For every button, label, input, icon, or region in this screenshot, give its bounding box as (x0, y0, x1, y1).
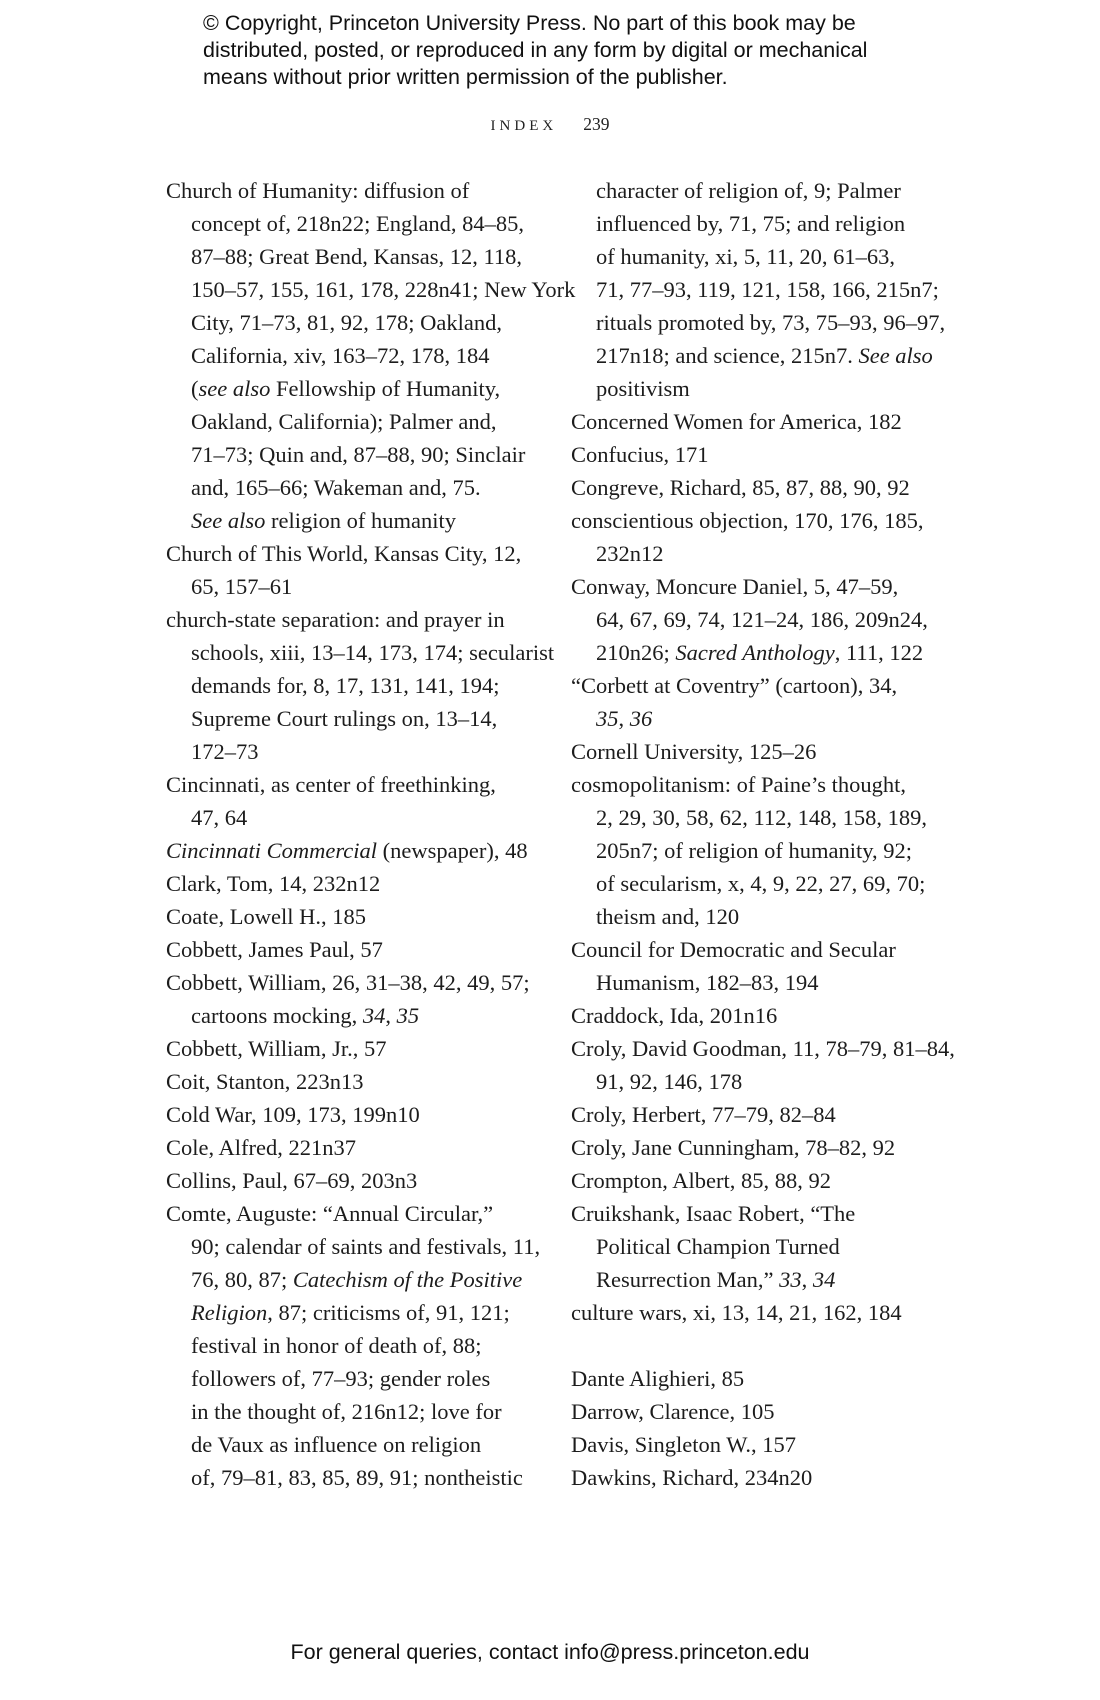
index-entry-continuation: rituals promoted by, 73, 75–93, 96–97, (596, 310, 946, 335)
index-entry-continuation (571, 339, 943, 372)
index-entry-continuation: California, xiv, 163–72, 178, 184 (191, 343, 490, 368)
index-entry-continuation: 65, 157–61 (191, 574, 293, 599)
index-entry: Cruikshank, Isaac Robert, “The (571, 1201, 856, 1226)
copyright-notice (203, 10, 963, 91)
index-entry (166, 834, 536, 867)
index-entry: Dante Alighieri, 85 (571, 1366, 745, 1391)
index-entry-continuation: theism and, 120 (596, 904, 740, 929)
index-entry-continuation: 2, 29, 30, 58, 62, 112, 148, 158, 189, (596, 805, 928, 830)
index-entry-continuation: 64, 67, 69, 74, 121–24, 186, 209n24, (596, 607, 928, 632)
italic-segment: Catechism of the Positive (292, 1267, 523, 1292)
index-entry-continuation: 150–57, 155, 161, 178, 228n41; New York (191, 277, 576, 302)
index-entry: Coit, Stanton, 223n13 (166, 1069, 364, 1094)
italic-segment: Religion (191, 1300, 268, 1325)
index-entry: cosmopolitanism: of Paine’s thought, (571, 772, 906, 797)
italic-segment: See also (858, 343, 933, 368)
index-entry-continuation: of humanity, xi, 5, 11, 20, 61–63, (596, 244, 895, 269)
index-entry: Croly, David Goodman, 11, 78–79, 81–84, (571, 1036, 955, 1061)
index-entry-continuation (571, 636, 943, 669)
index-entry: conscientious objection, 170, 176, 185, (571, 508, 924, 533)
index-entry-continuation: in the thought of, 216n12; love for (191, 1399, 502, 1424)
footer-contact: For general queries, contact info@press.princeton.edu (290, 1640, 810, 1664)
text-segment: Resurrection Man,” (596, 1267, 780, 1292)
text-segment: 210n26; (596, 640, 676, 665)
index-entry: Church of This World, Kansas City, 12, (166, 541, 522, 566)
text-segment: , 111, 122 (834, 640, 924, 665)
text-segment: , (385, 1003, 397, 1028)
index-entry: Clark, Tom, 14, 232n12 (166, 871, 381, 896)
index-entry-continuation: demands for, 8, 17, 131, 141, 194; (191, 673, 500, 698)
index-entry-continuation: de Vaux as influence on religion (191, 1432, 482, 1457)
index-entry-continuation: of, 79–81, 83, 85, 89, 91; nontheistic (191, 1465, 523, 1490)
index-entry: Coate, Lowell H., 185 (166, 904, 366, 929)
index-entry-continuation: 172–73 (191, 739, 259, 764)
text-segment: (newspaper), 48 (377, 838, 528, 863)
index-entry: Croly, Herbert, 77–79, 82–84 (571, 1102, 836, 1127)
index-entry: Conway, Moncure Daniel, 5, 47–59, (571, 574, 899, 599)
index-entry: Cold War, 109, 173, 199n10 (166, 1102, 420, 1127)
index-entry-continuation: Humanism, 182–83, 194 (596, 970, 819, 995)
index-entry: Dawkins, Richard, 234n20 (571, 1465, 813, 1490)
index-entry: Craddock, Ida, 201n16 (571, 1003, 778, 1028)
index-entry-continuation: 90; calendar of saints and festivals, 11, (191, 1234, 541, 1259)
index-entry: church-state separation: and prayer in (166, 607, 505, 632)
index-entry: Crompton, Albert, 85, 88, 92 (571, 1168, 831, 1193)
index-entry-continuation: and, 165–66; Wakeman and, 75. (191, 475, 481, 500)
index-entry-continuation: 205n7; of religion of humanity, 92; (596, 838, 912, 863)
index-entry: Cole, Alfred, 221n37 (166, 1135, 356, 1160)
index-entry-continuation (166, 504, 536, 537)
index-entry: Cornell University, 125–26 (571, 739, 817, 764)
index-entry: Cobbett, James Paul, 57 (166, 937, 383, 962)
text-segment: religion of humanity (265, 508, 456, 533)
index-entry: Comte, Auguste: “Annual Circular,” (166, 1201, 494, 1226)
italic-segment: 35 (396, 1003, 420, 1028)
text-segment: 76, 80, 87; (191, 1267, 293, 1292)
index-entry-continuation (166, 372, 536, 405)
index-entry-continuation: schools, xiii, 13–14, 173, 174; secularist (191, 640, 555, 665)
copyright-line: means without prior written permission of the publisher. (203, 65, 728, 89)
italic-segment: Cincinnati Commercial (166, 838, 378, 863)
index-entry-continuation: character of religion of, 9; Palmer (596, 178, 901, 203)
text-segment: , 87; criticisms of, 91, 121; (267, 1300, 510, 1325)
running-head-label: INDEX (490, 118, 558, 134)
index-entry: Cincinnati, as center of freethinking, (166, 772, 496, 797)
index-entry-continuation: positivism (596, 376, 690, 401)
index-entry-continuation: 232n12 (596, 541, 664, 566)
text-segment: 217n18; and science, 215n7. (596, 343, 859, 368)
index-entry-continuation: 87–88; Great Bend, Kansas, 12, 118, (191, 244, 522, 269)
copyright-line: © Copyright, Princeton University Press. No part of this book may be (203, 11, 856, 35)
italic-segment: See also (191, 508, 266, 533)
index-column-left (166, 174, 576, 1494)
index-entry: Concerned Women for America, 182 (571, 409, 902, 434)
italic-segment: see also (198, 376, 271, 401)
letter-group-gap (571, 1329, 943, 1362)
copyright-line: distributed, posted, or reproduced in any form by digital or mechanical (203, 38, 868, 62)
index-entry: Darrow, Clarence, 105 (571, 1399, 775, 1424)
text-segment: , (801, 1267, 813, 1292)
index-entry-continuation: concept of, 218n22; England, 84–85, (191, 211, 525, 236)
index-entry: Church of Humanity: diffusion of (166, 178, 470, 203)
index-entry-continuation: 47, 64 (191, 805, 248, 830)
index-entry: Croly, Jane Cunningham, 78–82, 92 (571, 1135, 896, 1160)
index-entry-continuation (166, 1263, 536, 1296)
text-segment: Fellowship of Humanity, (270, 376, 501, 401)
index-entry-continuation (571, 702, 943, 735)
italic-segment: 33 (779, 1267, 802, 1292)
index-entry: “Corbett at Coventry” (cartoon), 34, (571, 673, 898, 698)
index-entry: Confucius, 171 (571, 442, 709, 467)
index-entry-continuation: Supreme Court rulings on, 13–14, (191, 706, 498, 731)
index-entry: Council for Democratic and Secular (571, 937, 896, 962)
text-segment: , (618, 706, 630, 731)
index-entry: Cobbett, William, Jr., 57 (166, 1036, 387, 1061)
italic-segment: 34 (812, 1267, 836, 1292)
index-entry: Congreve, Richard, 85, 87, 88, 90, 92 (571, 475, 910, 500)
text-segment: cartoons mocking, (191, 1003, 363, 1028)
italic-segment: 34 (362, 1003, 386, 1028)
text-segment: ( (191, 376, 199, 401)
index-column-right (571, 174, 955, 1494)
index-entry-continuation: influenced by, 71, 75; and religion (596, 211, 906, 236)
index-entry-continuation: Oakland, California); Palmer and, (191, 409, 497, 434)
index-entry-continuation: of secularism, x, 4, 9, 22, 27, 69, 70; (596, 871, 926, 896)
italic-segment: 36 (629, 706, 653, 731)
index-entry: culture wars, xi, 13, 14, 21, 162, 184 (571, 1300, 902, 1325)
italic-segment: Sacred Anthology (675, 640, 835, 665)
index-entry-continuation (166, 999, 536, 1032)
index-entry-continuation (571, 1263, 943, 1296)
index-entry-continuation: followers of, 77–93; gender roles (191, 1366, 491, 1391)
index-entry-continuation (166, 1296, 536, 1329)
page-number: 239 (583, 114, 610, 134)
index-entry-continuation: 71–73; Quin and, 87–88, 90; Sinclair (191, 442, 526, 467)
index-entry: Cobbett, William, 26, 31–38, 42, 49, 57; (166, 970, 530, 995)
index-entry-continuation: festival in honor of death of, 88; (191, 1333, 482, 1358)
index-entry-continuation: City, 71–73, 81, 92, 178; Oakland, (191, 310, 503, 335)
italic-segment: 35 (596, 706, 619, 731)
running-head (0, 114, 1100, 135)
index-entry: Davis, Singleton W., 157 (571, 1432, 797, 1457)
index-entry-continuation: 71, 77–93, 119, 121, 158, 166, 215n7; (596, 277, 939, 302)
index-entry-continuation: 91, 92, 146, 178 (596, 1069, 743, 1094)
index-entry-continuation: Political Champion Turned (596, 1234, 840, 1259)
index-entry: Collins, Paul, 67–69, 203n3 (166, 1168, 418, 1193)
